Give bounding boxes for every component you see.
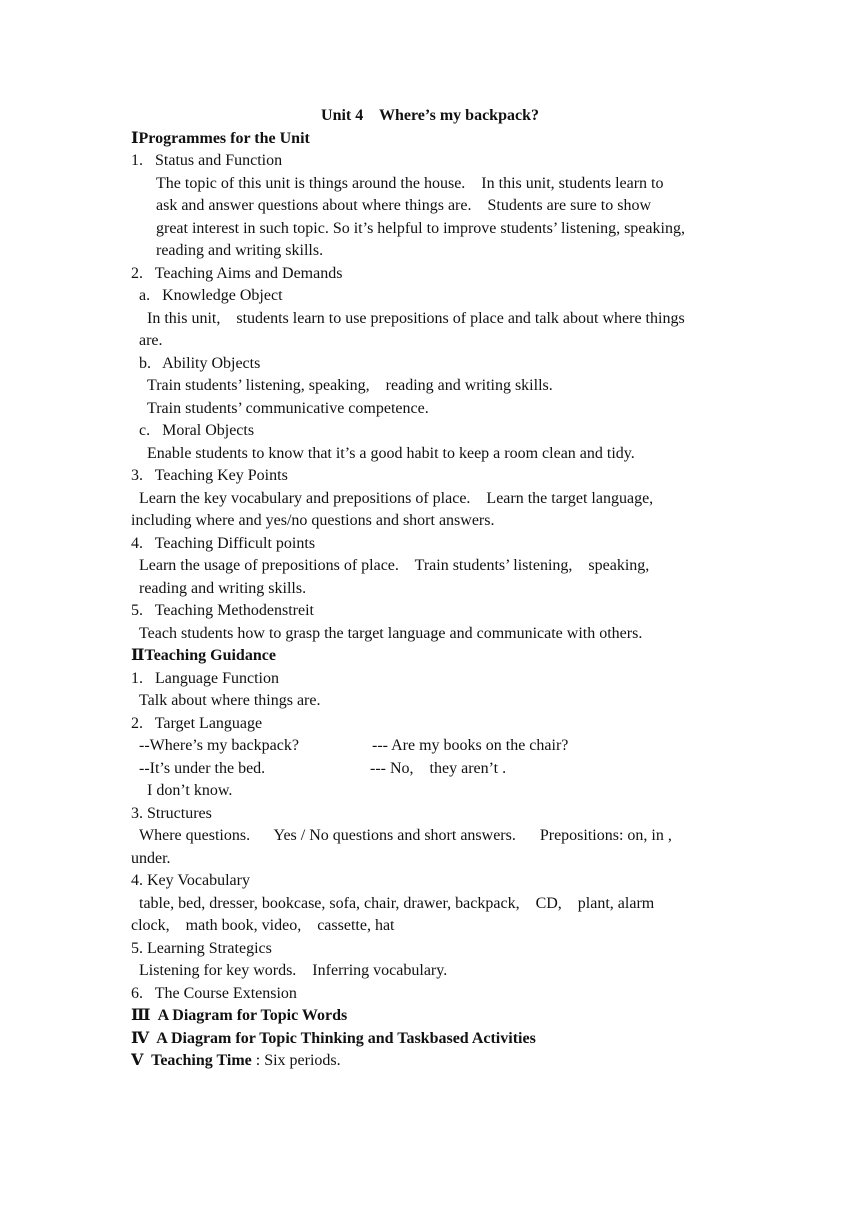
section-4-heading: Ⅳ A Diagram for Topic Thinking and Taskbased Activities — [131, 1030, 536, 1047]
target-question-1: --Where’s my backpack? — [139, 737, 299, 754]
s1-item-1-line-1: The topic of this unit is things around the house. In this unit, students learn to — [156, 175, 664, 192]
s2-item-6-title: 6. The Course Extension — [131, 985, 297, 1002]
s1-item-3-line-2: including where and yes/no questions and short answers. — [131, 512, 495, 529]
section-2-heading: ⅡTeaching Guidance — [131, 647, 276, 664]
s2-item-1-title: 1. Language Function — [131, 670, 279, 687]
s1-sub-a-title: a. Knowledge Object — [139, 287, 283, 304]
s2-item-4-title: 4. Key Vocabulary — [131, 872, 250, 889]
s2-item-4-line-2: clock, math book, video, cassette, hat — [131, 917, 395, 934]
s1-item-2-title: 2. Teaching Aims and Demands — [131, 265, 343, 282]
s2-item-1-line-1: Talk about where things are. — [139, 692, 321, 709]
s1-item-4-title: 4. Teaching Difficult points — [131, 535, 316, 552]
target-answer-2: --- No, they aren’t . — [370, 760, 507, 777]
section-5-value: : Six periods. — [251, 1052, 341, 1069]
target-question-3: I don’t know. — [147, 782, 233, 799]
s2-item-2-title: 2. Target Language — [131, 715, 263, 732]
section-3-heading: Ⅲ A Diagram for Topic Words — [131, 1007, 348, 1024]
s2-item-5-title: 5. Learning Strategics — [131, 940, 272, 957]
s2-item-4-line-1: table, bed, dresser, bookcase, sofa, chair, drawer, backpack, CD, plant, alarm — [139, 895, 655, 912]
s1-sub-c-title: c. Moral Objects — [139, 422, 255, 439]
s1-item-1-line-3: great interest in such topic. So it’s helpful to improve students’ listening, speaking, — [156, 220, 685, 237]
s1-sub-c-line-1: Enable students to know that it’s a good habit to keep a room clean and tidy. — [147, 445, 635, 462]
target-question-2: --It’s under the bed. — [139, 760, 266, 777]
s2-item-3-line-1: Where questions. Yes / No questions and short answers. Prepositions: on, in , — [139, 827, 672, 844]
s1-sub-a-line-2: are. — [139, 332, 163, 349]
section-5-label: Ⅴ Teaching Time — [131, 1052, 252, 1069]
s1-item-5-title: 5. Teaching Methodenstreit — [131, 602, 314, 619]
s1-item-4-line-2: reading and writing skills. — [139, 580, 307, 597]
s2-item-3-title: 3. Structures — [131, 805, 212, 822]
s1-item-3-line-1: Learn the key vocabulary and prepositions of place. Learn the target language, — [139, 490, 654, 507]
s1-sub-b-title: b. Ability Objects — [139, 355, 261, 372]
target-answer-1: --- Are my books on the chair? — [372, 737, 569, 754]
s1-item-1-title: 1. Status and Function — [131, 152, 283, 169]
s1-sub-b-line-2: Train students’ communicative competence. — [147, 400, 429, 417]
s1-item-4-line-1: Learn the usage of prepositions of place. Train students’ listening, speaking, — [139, 557, 650, 574]
section-1-heading: ⅠProgrammes for the Unit — [131, 130, 310, 147]
s1-item-3-title: 3. Teaching Key Points — [131, 467, 288, 484]
s1-sub-b-line-1: Train students’ listening, speaking, reading and writing skills. — [147, 377, 553, 394]
s2-item-5-line-1: Listening for key words. Inferring vocabulary. — [139, 962, 448, 979]
s1-item-1-line-2: ask and answer questions about where things are. Students are sure to show — [156, 197, 651, 214]
s1-sub-a-line-1: In this unit, students learn to use prepositions of place and talk about where things — [147, 310, 685, 327]
document-title: Unit 4 Where’s my backpack? — [321, 107, 539, 124]
s2-item-3-line-2: under. — [131, 850, 171, 867]
s1-item-1-line-4: reading and writing skills. — [156, 242, 324, 259]
s1-item-5-line-1: Teach students how to grasp the target language and communicate with others. — [139, 625, 643, 642]
section-5-line — [131, 1050, 341, 1072]
